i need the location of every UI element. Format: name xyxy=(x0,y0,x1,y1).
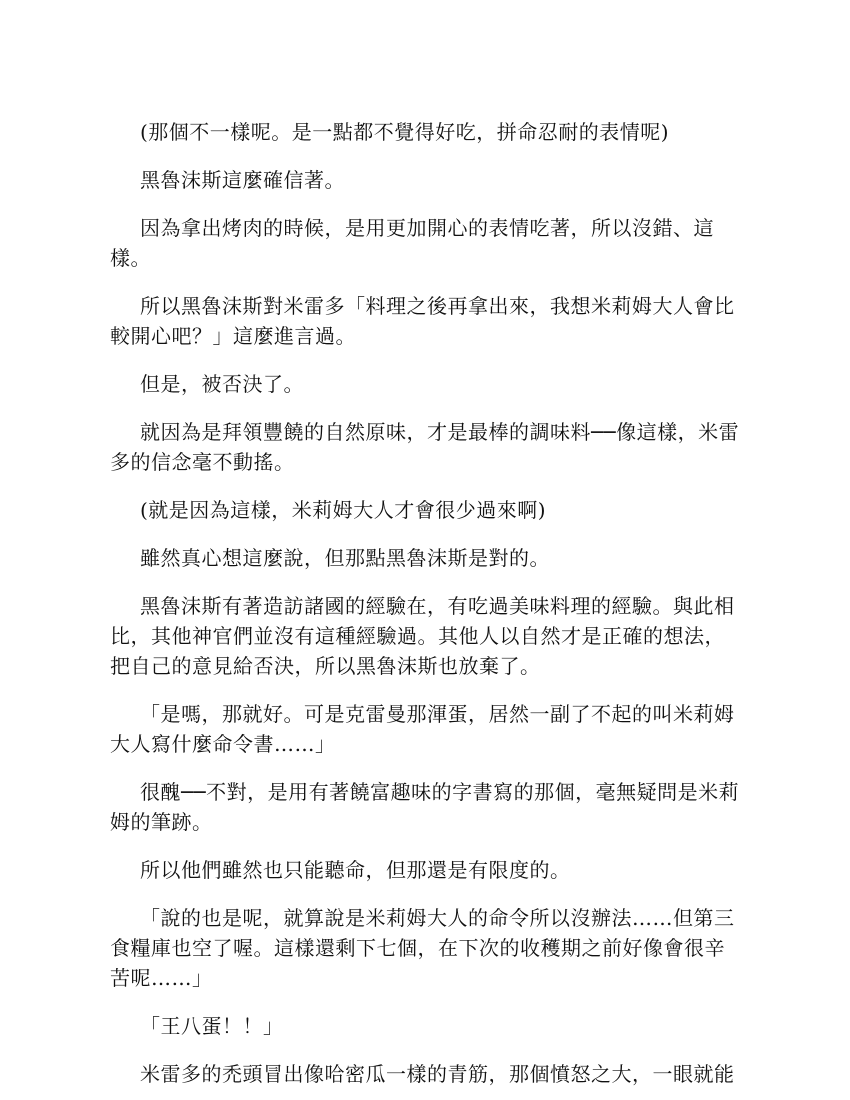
paragraph: 所以黑魯沫斯對米雷多「料理之後再拿出來，我想米莉姆大人會比較開心吧？」這麼進言過。 xyxy=(110,294,735,348)
paragraph: 因為拿出烤肉的時候，是用更加開心的表情吃著，所以沒錯、這樣。 xyxy=(110,216,714,270)
paragraph: 黑魯沫斯這麼確信著。 xyxy=(140,168,345,192)
paragraph: 黑魯沫斯有著造訪諸國的經驗在，有吃過美味料理的經驗。與此相比，其他神官們並沒有這種經驗過。其他人以自然才是正確的想法，把自己的意見給否決，所以黑魯沫斯也放棄了。 xyxy=(110,594,735,678)
paragraph: (就是因為這樣，米莉姆大人才會很少過來啊) xyxy=(140,498,547,522)
paragraph: 就因為是拜領豐饒的自然原味，才是最棒的調味料──像這樣，米雷多的信念毫不動搖。 xyxy=(110,420,740,474)
paragraph: 所以他們雖然也只能聽命，但那還是有限度的。 xyxy=(140,858,571,882)
paragraph: 「王八蛋！！」 xyxy=(140,1014,284,1038)
paragraph: 很醜──不對，是用有著饒富趣味的字書寫的那個，毫無疑問是米莉姆的筆跡。 xyxy=(110,780,740,834)
paragraph: 「說的也是呢，就算說是米莉姆大人的命令所以沒辦法……但第三食糧庫也空了喔。這樣還剩下七個，在下次的收穫期之前好像會很辛苦呢……」 xyxy=(110,906,735,990)
paragraph: 米雷多的禿頭冒出像哈密瓜一樣的青筋，那個憤怒之大，一眼就能 xyxy=(140,1062,735,1086)
paragraph: 但是，被否決了。 xyxy=(140,372,304,396)
paragraph: 「是嗎，那就好。可是克雷曼那渾蛋，居然一副了不起的叫米莉姆大人寫什麼命令書……」 xyxy=(110,702,735,756)
paragraph: 雖然真心想這麼說，但那點黑魯沫斯是對的。 xyxy=(140,546,550,570)
paragraph: (那個不一樣呢。是一點都不覺得好吃，拼命忍耐的表情呢) xyxy=(140,120,670,144)
